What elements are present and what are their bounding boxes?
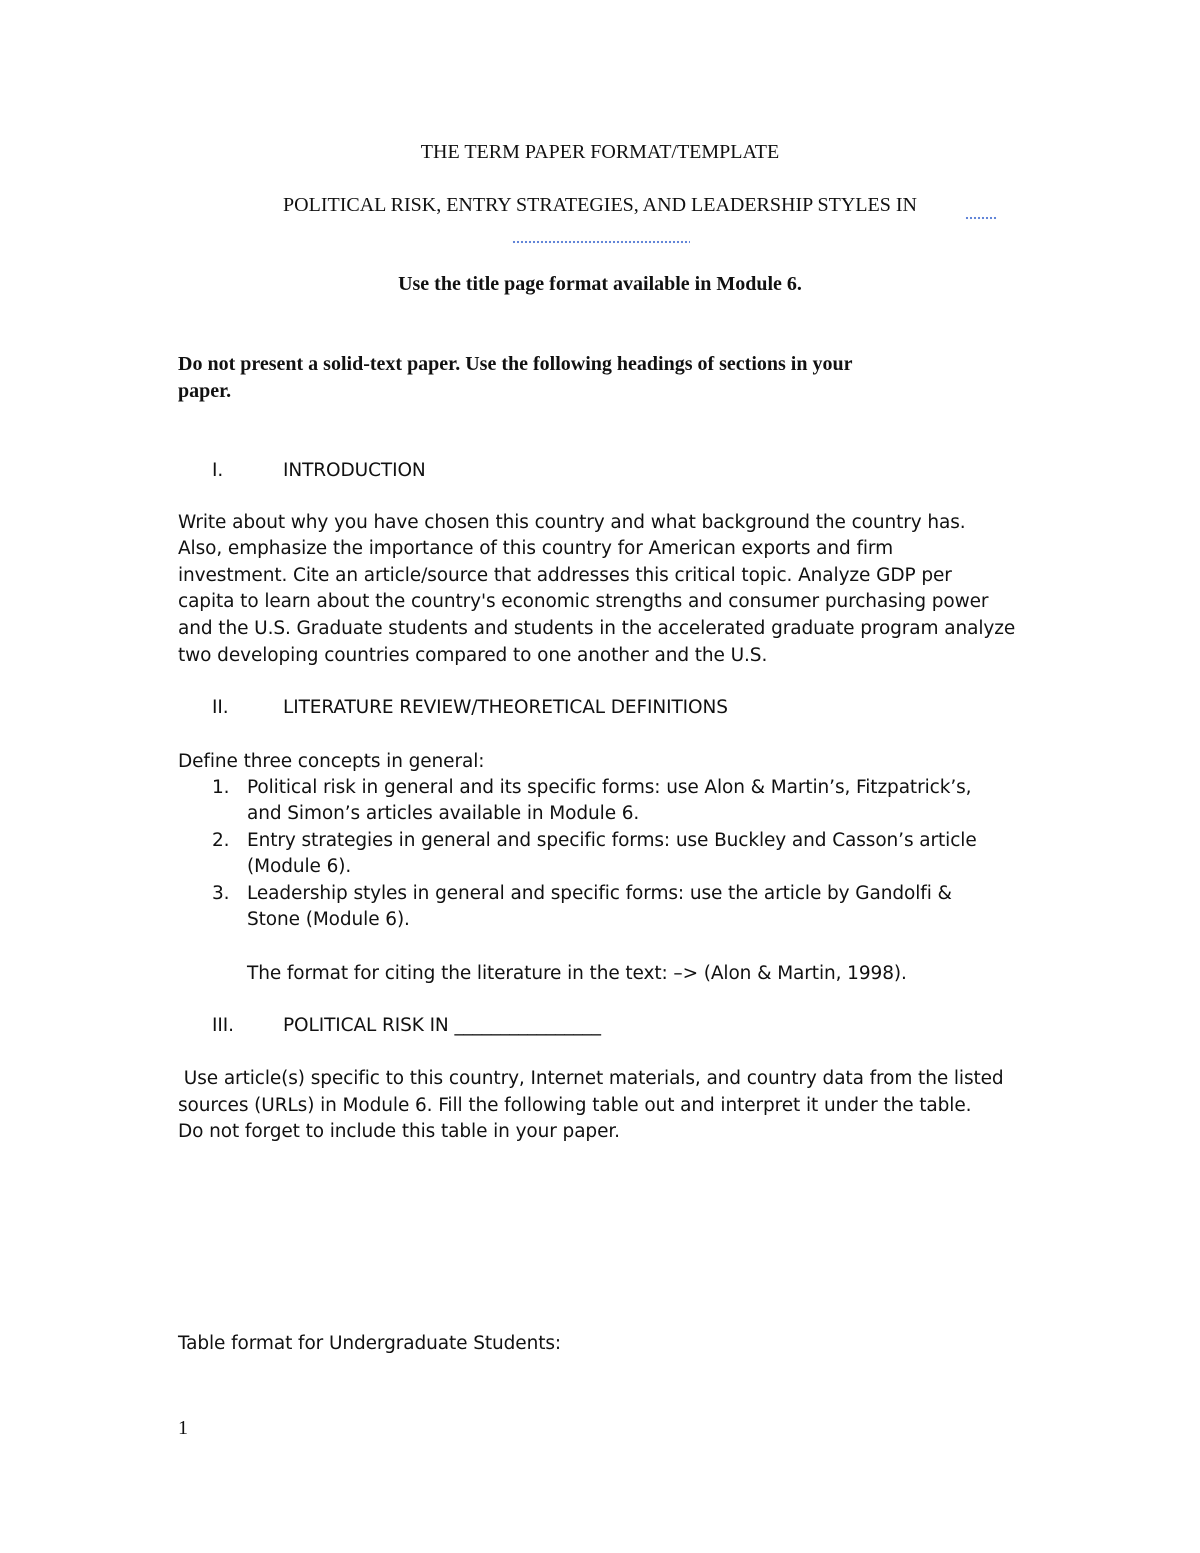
document-title: THE TERM PAPER FORMAT/TEMPLATE — [420, 141, 780, 163]
table-caption: Table format for Undergraduate Students: — [178, 1333, 562, 1354]
section-1-text-line: capita to learn about the country's economic strengths and consumer purchasing power — [178, 591, 989, 612]
section-3-text-line: sources (URLs) in Module 6. Fill the following table out and interpret it under the table. — [178, 1095, 972, 1116]
warning-line-2: paper. — [178, 380, 232, 402]
list-item-text: Stone (Module 6). — [247, 909, 410, 930]
section-3-text-line: Do not forget to include this table in your paper. — [178, 1121, 620, 1142]
list-item-text: Leadership styles in general and specific forms: use the article by Gandolfi & — [247, 883, 952, 904]
page-number: 1 — [178, 1417, 188, 1439]
list-item-text: and Simon’s articles available in Module 6. — [247, 803, 640, 824]
section-1-text-line: Also, emphasize the importance of this country for American exports and firm — [178, 538, 893, 559]
blank-line-squiggle — [512, 240, 690, 244]
list-item-text: (Module 6). — [247, 856, 352, 877]
grammar-squiggle — [965, 216, 997, 220]
section-1-heading: INTRODUCTION — [283, 460, 426, 481]
title-page-instruction: Use the title page format available in Module 6. — [398, 273, 802, 295]
section-2-numeral: II. — [212, 697, 229, 718]
section-2-intro: Define three concepts in general: — [178, 751, 485, 772]
section-3-heading: POLITICAL RISK IN ________________ — [283, 1015, 601, 1036]
list-item-number: 3. — [212, 883, 230, 904]
section-3-numeral: III. — [212, 1015, 234, 1036]
section-1-text-line: investment. Cite an article/source that addresses this critical topic. Analyze GDP per — [178, 565, 952, 586]
section-3-text-line: Use article(s) specific to this country, Internet materials, and country data from the listed — [178, 1068, 1004, 1089]
section-2-heading: LITERATURE REVIEW/THEORETICAL DEFINITIONS — [283, 697, 728, 718]
list-item-number: 2. — [212, 830, 230, 851]
list-item-text: Entry strategies in general and specific forms: use Buckley and Casson’s article — [247, 830, 977, 851]
section-1-numeral: I. — [212, 460, 224, 481]
list-item-text: Political risk in general and its specific forms: use Alon & Martin’s, Fitzpatrick’s, — [247, 777, 972, 798]
document-subtitle: POLITICAL RISK, ENTRY STRATEGIES, AND LEADERSHIP STYLES IN — [283, 194, 917, 216]
citation-format: The format for citing the literature in the text: –> (Alon & Martin, 1998). — [247, 963, 907, 984]
list-item-number: 1. — [212, 777, 230, 798]
section-1-text-line: two developing countries compared to one another and the U.S. — [178, 645, 768, 666]
warning-line-1: Do not present a solid-text paper. Use the following headings of sections in your — [178, 353, 853, 375]
section-1-text-line: and the U.S. Graduate students and students in the accelerated graduate program analyze — [178, 618, 1016, 639]
section-1-text-line: Write about why you have chosen this country and what background the country has. — [178, 512, 966, 533]
